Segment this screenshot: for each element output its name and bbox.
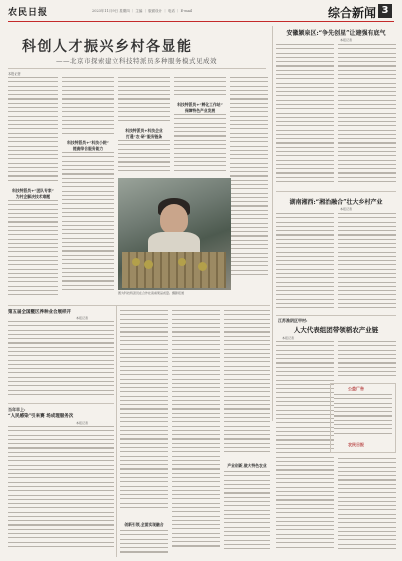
sidebar-box-title: 公益广告 xyxy=(348,386,364,391)
section-head-text: 为村企解决技术难题 xyxy=(15,194,51,199)
right-lower-column-2 xyxy=(338,341,396,381)
lead-column-3b xyxy=(118,140,170,176)
section-head-text: 科技特派员+“科技小院” xyxy=(67,140,109,145)
lead-column-2b xyxy=(62,152,114,297)
lead-section-head-3 xyxy=(118,128,170,140)
lead-subhead: ——北京市探索建立科技特派员多种服务模式见成效 xyxy=(56,57,217,65)
section-title: 综合新闻 xyxy=(327,6,376,20)
divider xyxy=(8,403,114,404)
divider xyxy=(272,26,273,421)
lead-column-4 xyxy=(174,77,226,101)
photo-caption: 图为科技特派员在合作社查看果品质量。摄影报道 xyxy=(118,291,185,295)
lead-section-head-4 xyxy=(174,102,226,114)
divider xyxy=(276,315,396,316)
right-lower-column-1 xyxy=(276,341,334,556)
center-lower-column-3b xyxy=(224,471,270,556)
lead-section-head-1 xyxy=(8,188,58,200)
right-middle-column-1 xyxy=(276,213,334,313)
center-lower-column-3 xyxy=(224,310,270,460)
section-head-text: 保障特色产业发展 xyxy=(184,108,216,113)
right-middle-headline: 湖南湘西:“湘治融合”壮大乡村产业 xyxy=(289,199,383,206)
center-section-head-1: 创新引领,全面实现融合 xyxy=(124,522,164,527)
left-lower-2-headline: “人民感染”引来赛 场成理服务次 xyxy=(8,414,74,419)
right-lower-column-2b xyxy=(338,458,396,556)
section-head-text: 科技特派员+“团队专家” xyxy=(12,188,54,193)
lead-section-head-2 xyxy=(62,140,114,152)
divider xyxy=(116,305,117,557)
right-top-column-2 xyxy=(338,44,396,189)
page-number: 3 xyxy=(378,4,392,18)
paper-name: 农民日报 xyxy=(8,8,49,18)
lead-column-3 xyxy=(118,77,170,125)
right-middle-byline: 本报记者 xyxy=(340,207,353,211)
right-lower-headline: 人大代表组团带领稻农产业链 xyxy=(293,326,379,334)
masthead-meta: 2023年11月9日 星期四 ｜ 主编 ｜ 版面设计 ｜ 电话 ｜ E-mail xyxy=(92,9,193,13)
lead-column-1b xyxy=(8,200,58,300)
left-lower-2-kicker: 当年早上: xyxy=(8,407,26,412)
center-lower-column-1b xyxy=(120,530,168,556)
right-lower-byline: 本报记者 xyxy=(282,336,295,340)
lead-column-2 xyxy=(62,77,114,137)
right-top-column-1 xyxy=(276,44,334,189)
masthead xyxy=(8,4,394,22)
section-head-text: 提高综合服务能力 xyxy=(72,146,104,151)
lead-column-5 xyxy=(230,77,268,287)
sidebar-box-text xyxy=(334,394,392,438)
right-middle-column-2 xyxy=(338,213,396,313)
section-head-text: 科技特派员+“孵化工作站” xyxy=(177,102,223,107)
center-lower-column-2 xyxy=(172,310,220,556)
left-lower-2-byline: 本报记者 xyxy=(76,421,89,425)
left-lower-1-byline: 本报记者 xyxy=(76,316,89,320)
left-lower-1-body xyxy=(8,321,114,401)
section-head-text: 打通“农·研”服务链条 xyxy=(125,134,163,139)
divider xyxy=(8,305,270,306)
lead-column-1 xyxy=(8,77,58,185)
center-section-head-2: 产业创新,做大特色农业 xyxy=(227,463,267,468)
divider xyxy=(276,191,396,192)
lead-byline: 本报记者 xyxy=(8,72,21,76)
right-top-headline: 安徽颍泉区:“争先创星”让建强有底气 xyxy=(286,30,386,37)
right-top-byline: 本报记者 xyxy=(340,38,353,42)
section-head-text: 科技特派员+科技企业 xyxy=(125,128,163,133)
sidebar-box-logo: 农民日报 xyxy=(348,442,364,447)
lead-photo xyxy=(118,178,231,290)
left-lower-2-body xyxy=(8,426,114,556)
center-lower-column-1 xyxy=(120,310,168,520)
divider xyxy=(8,68,266,69)
left-lower-1-headline: 第五届全国暨区养种业合展样开 xyxy=(8,310,71,315)
right-lower-kicker: 江苏淮阴区甲村: xyxy=(278,318,308,323)
lead-column-4b xyxy=(174,114,226,176)
lead-headline: 科创人才振兴乡村各显能 xyxy=(22,39,193,55)
